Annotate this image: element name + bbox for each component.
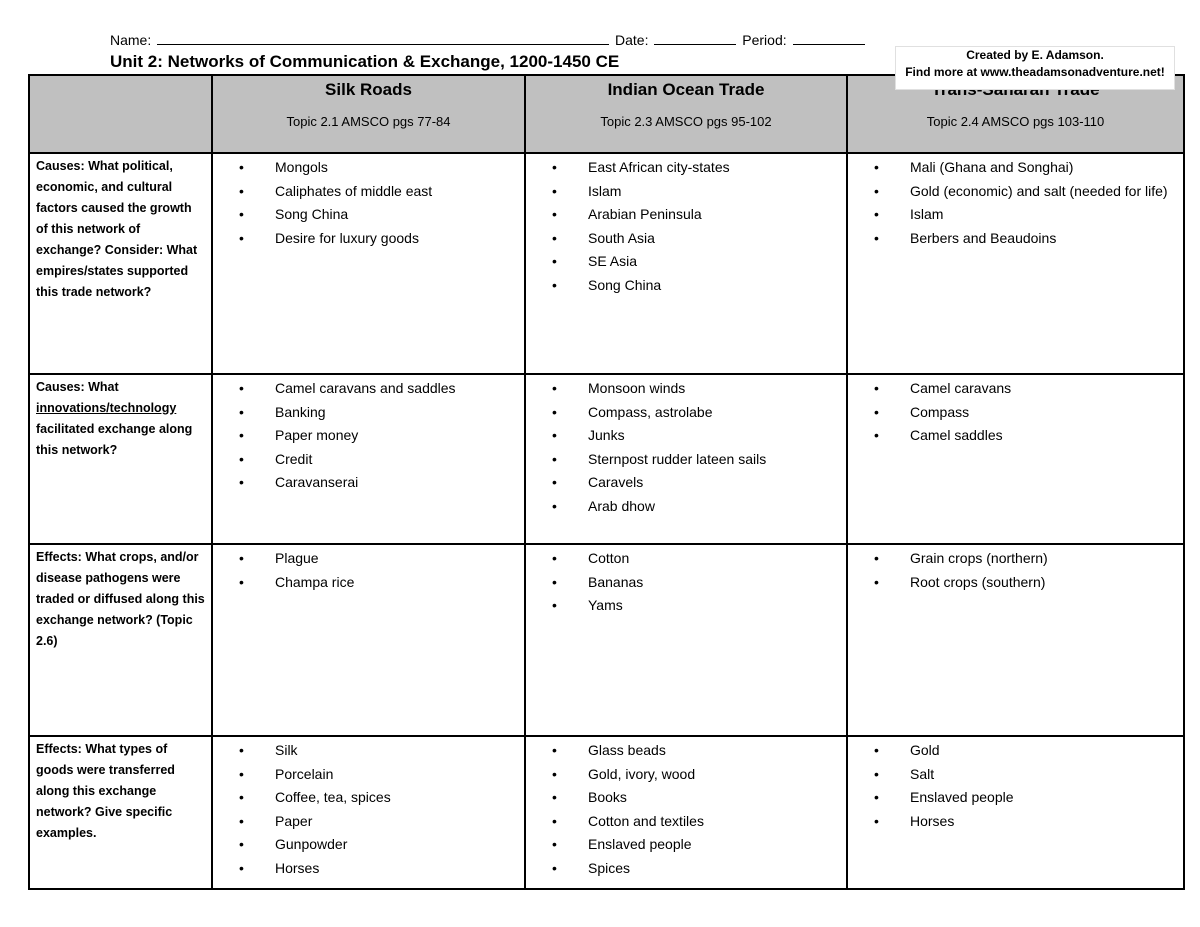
date-label: Date:	[615, 32, 649, 48]
bullet-list	[848, 154, 1183, 250]
credit-website: Find more at www.theadamsonadventure.net!	[905, 65, 1165, 79]
row-label-text: Causes: What political, economic, and cultural factors caused the growth of this network of exchange? Consider: What empires/states supported this trade network?	[36, 159, 198, 299]
list-item: • Cotton	[552, 547, 846, 571]
column-header-indian-ocean	[525, 75, 847, 153]
period-label: Period:	[742, 32, 787, 48]
row-label-text: Effects: What types of goods were transferred along this exchange network? Give specific examples.	[36, 742, 175, 840]
list-item: • Porcelain	[239, 763, 524, 787]
name-label: Name:	[110, 32, 152, 48]
list-item: • Song China	[239, 203, 524, 227]
unit-title: Unit 2: Networks of Communication & Exchange, 1200-1450 CE	[110, 52, 620, 71]
list-item: • Caliphates of middle east	[239, 180, 524, 204]
list-item: • Horses	[239, 857, 524, 881]
list-item: • Cotton and textiles	[552, 810, 846, 834]
table-cell	[847, 153, 1184, 374]
list-item: • Camel caravans and saddles	[239, 377, 524, 401]
list-item: • Islam	[552, 180, 846, 204]
table-row	[29, 153, 1184, 374]
list-item: • Junks	[552, 424, 846, 448]
table-cell	[212, 153, 525, 374]
list-item: • Desire for luxury goods	[239, 227, 524, 251]
table-cell	[847, 544, 1184, 736]
list-item: • Paper money	[239, 424, 524, 448]
column-title: Indian Ocean Trade	[607, 80, 765, 99]
table-cell	[212, 374, 525, 544]
list-item: • Gold	[874, 739, 1183, 763]
list-item: • Sternpost rudder lateen sails	[552, 448, 846, 472]
list-item: • Champa rice	[239, 571, 524, 595]
period-blank[interactable]	[793, 30, 865, 45]
name-blank[interactable]	[157, 30, 609, 45]
list-item: • Caravels	[552, 471, 846, 495]
list-item: • Enslaved people	[874, 786, 1183, 810]
column-title: Silk Roads	[325, 80, 412, 99]
column-subtitle: Topic 2.1 AMSCO pgs 77-84	[286, 114, 451, 129]
list-item: • Paper	[239, 810, 524, 834]
table-cell	[847, 374, 1184, 544]
table-cell	[212, 736, 525, 889]
table-cell	[212, 544, 525, 736]
list-item: • South Asia	[552, 227, 846, 251]
row-label	[29, 374, 212, 544]
list-item: • Monsoon winds	[552, 377, 846, 401]
bullet-list	[848, 737, 1183, 833]
column-header-silk-roads	[212, 75, 525, 153]
bullet-list	[213, 545, 524, 594]
list-item: • Plague	[239, 547, 524, 571]
credit-author: Created by E. Adamson.	[966, 48, 1104, 62]
trade-networks-table	[28, 74, 1185, 890]
date-blank[interactable]	[654, 30, 736, 45]
list-item: • Banking	[239, 401, 524, 425]
list-item: • SE Asia	[552, 250, 846, 274]
list-item: • Spices	[552, 857, 846, 881]
bullet-list	[526, 375, 846, 518]
list-item: • Arab dhow	[552, 495, 846, 519]
table-row	[29, 374, 1184, 544]
list-item: • Arabian Peninsula	[552, 203, 846, 227]
list-item: • Gunpowder	[239, 833, 524, 857]
list-item: • Compass	[874, 401, 1183, 425]
list-item: • Camel saddles	[874, 424, 1183, 448]
row-label-text: Causes: What	[36, 380, 119, 394]
list-item: • Compass, astrolabe	[552, 401, 846, 425]
list-item: • Books	[552, 786, 846, 810]
table-row	[29, 544, 1184, 736]
bullet-list	[213, 737, 524, 880]
table-row	[29, 736, 1184, 889]
row-label	[29, 153, 212, 374]
row-label	[29, 544, 212, 736]
bullet-list	[526, 154, 846, 297]
bullet-list	[213, 154, 524, 250]
table-cell	[847, 736, 1184, 889]
credit-box	[895, 46, 1175, 90]
list-item: • Enslaved people	[552, 833, 846, 857]
bullet-list	[526, 545, 846, 618]
list-item: • Caravanserai	[239, 471, 524, 495]
list-item: • Grain crops (northern)	[874, 547, 1183, 571]
list-item: • Mali (Ghana and Songhai)	[874, 156, 1183, 180]
corner-header-cell	[29, 75, 212, 153]
name-date-period-line	[110, 30, 867, 48]
list-item: • Glass beads	[552, 739, 846, 763]
bullet-list	[848, 375, 1183, 448]
table-cell	[525, 374, 847, 544]
list-item: • Gold, ivory, wood	[552, 763, 846, 787]
row-label-text: Effects: What crops, and/or disease pathogens were traded or diffused along this exchange network? (Topic 2.6)	[36, 550, 205, 648]
list-item: • Credit	[239, 448, 524, 472]
list-item: • Horses	[874, 810, 1183, 834]
list-item: • Islam	[874, 203, 1183, 227]
bullet-list	[213, 375, 524, 495]
list-item: • Silk	[239, 739, 524, 763]
list-item: • Bananas	[552, 571, 846, 595]
list-item: • Gold (economic) and salt (needed for life)	[874, 180, 1183, 204]
list-item: • Salt	[874, 763, 1183, 787]
list-item: • Berbers and Beaudoins	[874, 227, 1183, 251]
list-item: • Camel caravans	[874, 377, 1183, 401]
list-item: • Song China	[552, 274, 846, 298]
table-cell	[525, 736, 847, 889]
list-item: • East African city-states	[552, 156, 846, 180]
table-cell	[525, 153, 847, 374]
row-label-underlined-text: innovations/technology	[36, 401, 177, 415]
column-subtitle: Topic 2.4 AMSCO pgs 103-110	[926, 114, 1105, 129]
list-item: • Root crops (southern)	[874, 571, 1183, 595]
row-label-text: facilitated exchange along this network?	[36, 422, 193, 457]
list-item: • Coffee, tea, spices	[239, 786, 524, 810]
list-item: • Yams	[552, 594, 846, 618]
bullet-list	[848, 545, 1183, 594]
list-item: • Mongols	[239, 156, 524, 180]
row-label	[29, 736, 212, 889]
column-subtitle: Topic 2.3 AMSCO pgs 95-102	[600, 114, 772, 129]
table-cell	[525, 544, 847, 736]
bullet-list	[526, 737, 846, 880]
